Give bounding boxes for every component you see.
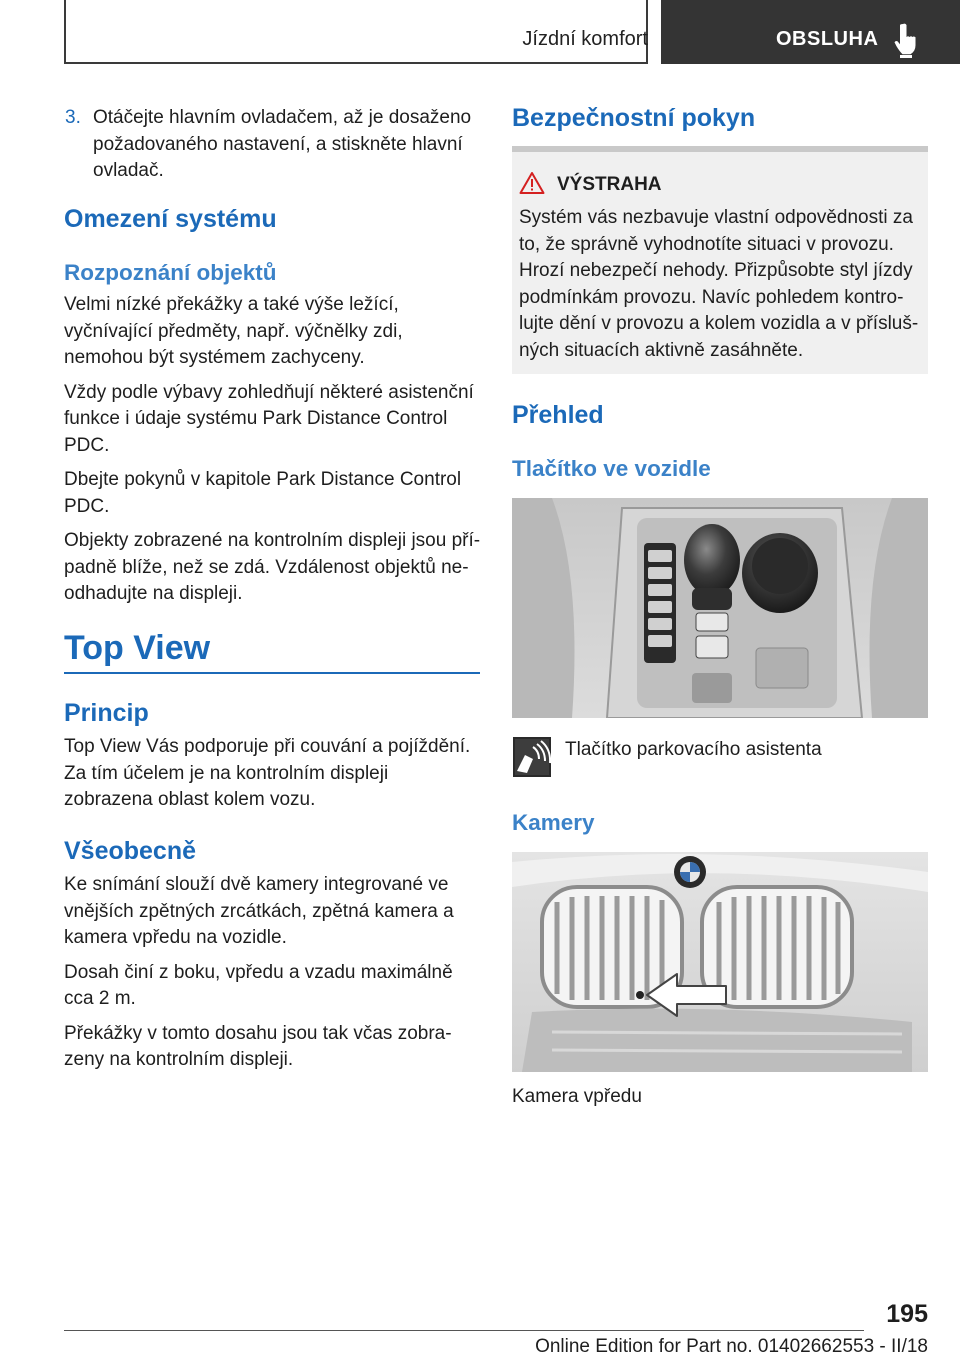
hand-pointer-icon xyxy=(893,22,921,58)
general-text xyxy=(64,872,482,1082)
heading-overview: Přehled xyxy=(512,401,604,429)
paragraph: Objekty zobrazené na kontrolním displeji jsou případně blíže, než se zdá. Vzdálenost objektů neodhadujte na displeji. xyxy=(64,530,481,604)
principle-text xyxy=(64,734,482,822)
warning-title: VÝSTRAHA xyxy=(557,174,662,195)
paragraph: Velmi nízké překážky a také výše ležící, vyčnívající předměty, např. výčnělky zdi, nemohou být systémem zachyceny. xyxy=(64,294,403,368)
paragraph: Dbejte pokynů v kapitole Park Distance Control PDC. xyxy=(64,469,462,517)
warning-text: Systém vás nezbavuje vlastní odpovědnosti za to, že správně vyhodnotíte situaci v provozu. Hrozí nebezpečí nehody. Přizpůsobte styl jízdy podmínkám provozu. Navíc pohledem kontrolujte dění v provozu a kolem vozidla a v příslušných situacích aktivně zasáhněte. xyxy=(519,207,919,361)
page-number: 195 xyxy=(886,1300,928,1328)
section-title: Jízdní komfort xyxy=(522,28,648,50)
heading-system-limits: Omezení systému xyxy=(64,205,277,233)
paragraph: Překážky v tomto dosahu jsou tak včas zobrazeny na kontrolním displeji. xyxy=(64,1022,452,1070)
paragraph: Ke snímání slouží dvě kamery integrované ve vnějších zpětných zrcátkách, zpětná kamera a kamera vpředu na vozidle. xyxy=(64,874,454,948)
heading-principle: Princip xyxy=(64,699,149,727)
park-assist-icon xyxy=(513,737,551,777)
heading-general: Všeobecně xyxy=(64,837,197,865)
paragraph: Vždy podle výbavy zohledňují některé asistenční funkce i údaje systému Park Distance Control PDC. xyxy=(64,381,474,456)
heading-safety: Bezpečnostní pokyn xyxy=(512,104,756,132)
list-number: 3. xyxy=(65,107,81,128)
center-console-photo xyxy=(512,498,928,718)
heading-top-view: Top View xyxy=(64,629,211,667)
heading-rule xyxy=(64,672,480,674)
button-caption: Tlačítko parkovacího asistenta xyxy=(565,739,822,760)
heading-button-in-vehicle: Tlačítko ve vozidle xyxy=(512,456,711,481)
camera-caption: Kamera vpředu xyxy=(512,1086,642,1107)
list-item-text: Otáčejte hlavním ovladačem, až je dosaženo požadovaného nastavení, a stiskněte hlavní ovladač. xyxy=(93,107,472,181)
heading-cameras: Kamery xyxy=(512,810,595,835)
detection-text xyxy=(64,292,482,616)
heading-object-detection: Rozpoznání objektů xyxy=(64,260,277,285)
paragraph: Dosah činí z boku, vpředu a vzadu maximálně cca 2 m. xyxy=(64,961,453,1009)
edition-note: Online Edition for Part no. 01402662553 - II/18 xyxy=(535,1336,928,1357)
paragraph: Top View Vás podporuje při couvání a pojíždění. Za tím účelem je na kontrolním displeji zobrazena oblast kolem vozu. xyxy=(64,736,471,810)
front-camera-photo xyxy=(512,852,928,1072)
footer-rule xyxy=(64,1330,864,1331)
chapter-title: OBSLUHA xyxy=(776,28,879,50)
warning-triangle-icon xyxy=(519,171,545,195)
